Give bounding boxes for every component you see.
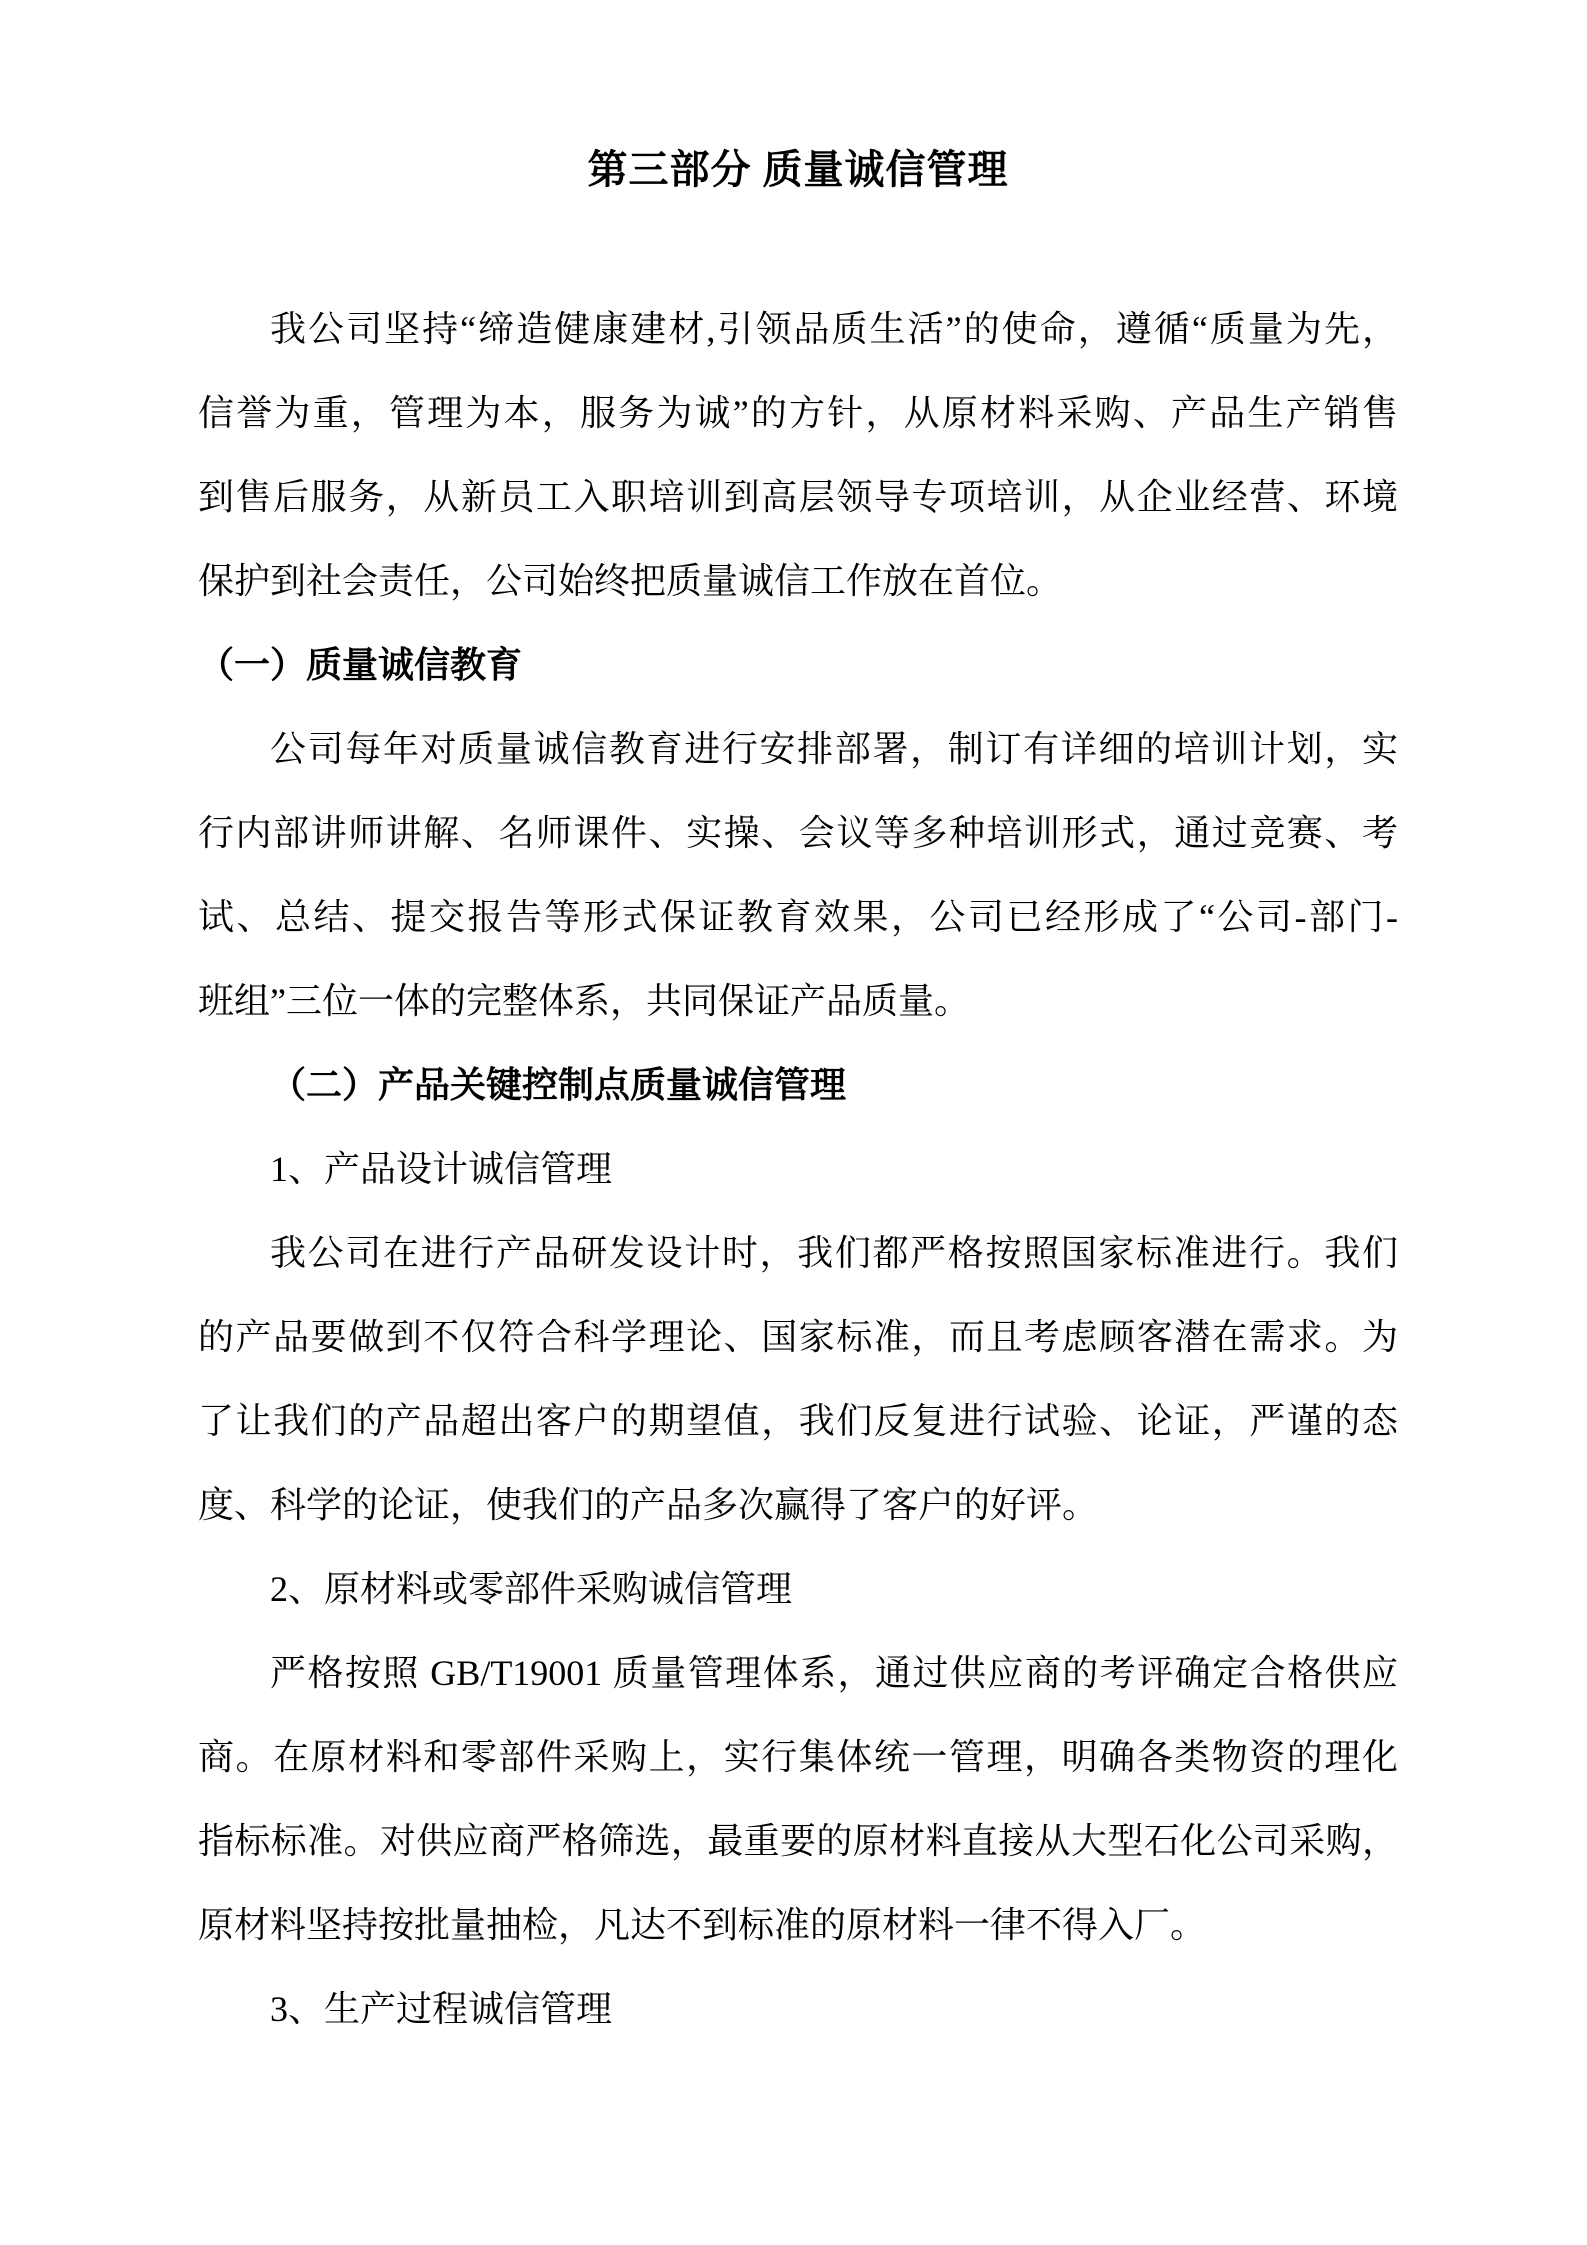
subsection-heading-2-3: [198, 1967, 1398, 2051]
text-line: 公司每年对质量诚信教育进行安排部署，制订有详细的培训计划，实: [270, 729, 1398, 769]
text-line: 商。在原材料和零部件采购上，实行集体统一管理，明确各类物资的理化: [198, 1737, 1398, 1777]
text-line: 行内部讲师讲解、名师课件、实操、会议等多种培训形式，通过竞赛、考: [198, 813, 1398, 853]
subsection-heading-2-1: [198, 1127, 1398, 1211]
text-line: 信誉为重，管理为本，服务为诚”的方针，从原材料采购、产品生产销售: [198, 393, 1398, 433]
text-line: 保护到社会责任，公司始终把质量诚信工作放在首位。: [198, 561, 1063, 601]
section-heading-2: [198, 1043, 1398, 1127]
text-line: 我公司在进行产品研发设计时，我们都严格按照国家标准进行。我们: [270, 1233, 1398, 1273]
text-line: 了让我们的产品超出客户的期望值，我们反复进行试验、论证，严谨的态: [198, 1401, 1398, 1441]
subsection-2-2-paragraph: [198, 1631, 1398, 1967]
text-line: （二）产品关键控制点质量诚信管理: [270, 1065, 847, 1105]
text-line: 试、总结、提交报告等形式保证教育效果，公司已经形成了“公司-部门-: [198, 897, 1398, 937]
text-line: 到售后服务，从新员工入职培训到高层领导专项培训，从企业经营、环境: [198, 477, 1398, 517]
subsection-2-1-paragraph: [198, 1211, 1398, 1547]
page-title: 第三部分 质量诚信管理: [587, 147, 1009, 192]
text-line: 1、产品设计诚信管理: [270, 1149, 613, 1189]
text-line: 度、科学的论证，使我们的产品多次赢得了客户的好评。: [198, 1485, 1099, 1525]
text-line: 严格按照 GB/T19001 质量管理体系，通过供应商的考评确定合格供应: [270, 1653, 1398, 1693]
text-line: 班组”三位一体的完整体系，共同保证产品质量。: [198, 981, 970, 1021]
section-1-paragraph: [198, 707, 1398, 1043]
text-line: 3、生产过程诚信管理: [270, 1989, 613, 2029]
text-line: （一）质量诚信教育: [198, 645, 523, 685]
text-line: 我公司坚持“缔造健康建材,引领品质生活”的使命，遵循“质量为先，: [270, 309, 1398, 349]
section-heading-1: [198, 623, 1398, 707]
subsection-heading-2-2: [198, 1547, 1398, 1631]
intro-paragraph: [198, 287, 1398, 623]
text-line: 指标标准。对供应商严格筛选，最重要的原材料直接从大型石化公司采购，: [198, 1821, 1398, 1861]
text-line: 2、原材料或零部件采购诚信管理: [270, 1569, 793, 1609]
text-line: 的产品要做到不仅符合科学理论、国家标准，而且考虑顾客潜在需求。为: [198, 1317, 1398, 1357]
document-body: [198, 287, 1398, 2051]
text-line: 原材料坚持按批量抽检，凡达不到标准的原材料一律不得入厂。: [198, 1905, 1207, 1945]
